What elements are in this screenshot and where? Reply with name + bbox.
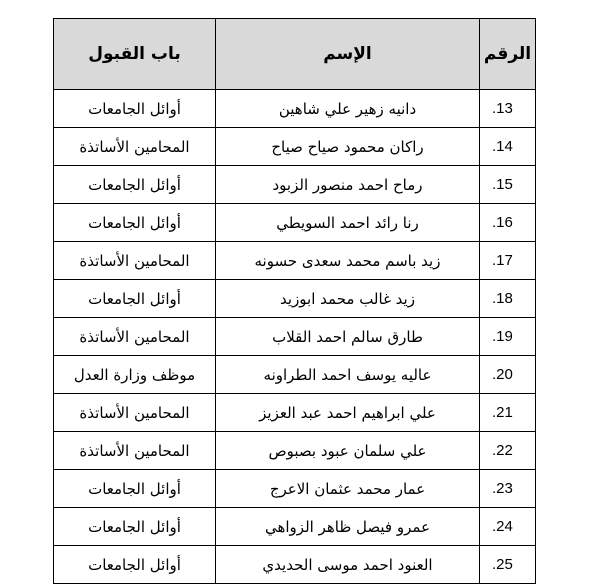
table-row [54,508,536,546]
row-number: .24 [480,508,536,546]
row-name: علي ابراهيم احمد عبد العزيز [216,394,480,432]
row-admission-gate: المحامين الأساتذة [54,318,216,356]
row-admission-gate: أوائل الجامعات [54,508,216,546]
row-admission-gate: المحامين الأساتذة [54,432,216,470]
row-name: رنا رائد احمد السويطي [216,204,480,242]
table-row [54,128,536,166]
header-name: الإسم [216,19,480,90]
row-admission-gate: أوائل الجامعات [54,90,216,128]
row-number: .13 [480,90,536,128]
table-row [54,280,536,318]
row-name: عمرو فيصل ظاهر الزواهي [216,508,480,546]
row-name: راكان محمود صياح صياح [216,128,480,166]
table-header-row [54,19,536,90]
row-name: العنود احمد موسى الحديدي [216,546,480,584]
row-number: .15 [480,166,536,204]
row-number: .22 [480,432,536,470]
table-row [54,394,536,432]
table-row [54,432,536,470]
row-name: عاليه يوسف احمد الطراونه [216,356,480,394]
row-admission-gate: أوائل الجامعات [54,280,216,318]
table-row [54,546,536,584]
row-number: .14 [480,128,536,166]
row-admission-gate: أوائل الجامعات [54,204,216,242]
row-name: زيد غالب محمد ابوزيد [216,280,480,318]
table-row [54,470,536,508]
admissions-table [53,18,536,584]
row-number: .16 [480,204,536,242]
row-name: رماح احمد منصور الزبود [216,166,480,204]
row-name: علي سلمان عبود بصبوص [216,432,480,470]
results-table-container [53,18,535,584]
row-admission-gate: أوائل الجامعات [54,166,216,204]
row-name: طارق سالم احمد القلاب [216,318,480,356]
table-row [54,318,536,356]
row-number: .25 [480,546,536,584]
row-name: دانيه زهير علي شاهين [216,90,480,128]
row-admission-gate: المحامين الأساتذة [54,128,216,166]
row-admission-gate: المحامين الأساتذة [54,394,216,432]
row-name: زيد باسم محمد سعدى حسونه [216,242,480,280]
table-row [54,204,536,242]
table-row [54,166,536,204]
table-row [54,242,536,280]
row-number: .18 [480,280,536,318]
header-number: الرقم [480,19,536,90]
row-admission-gate: أوائل الجامعات [54,546,216,584]
row-number: .17 [480,242,536,280]
row-number: .23 [480,470,536,508]
header-admission-gate: باب القبول [54,19,216,90]
table-row [54,356,536,394]
row-admission-gate: أوائل الجامعات [54,470,216,508]
row-admission-gate: موظف وزارة العدل [54,356,216,394]
row-number: .21 [480,394,536,432]
row-number: .20 [480,356,536,394]
table-row [54,90,536,128]
row-number: .19 [480,318,536,356]
row-name: عمار محمد عثمان الاعرج [216,470,480,508]
row-admission-gate: المحامين الأساتذة [54,242,216,280]
